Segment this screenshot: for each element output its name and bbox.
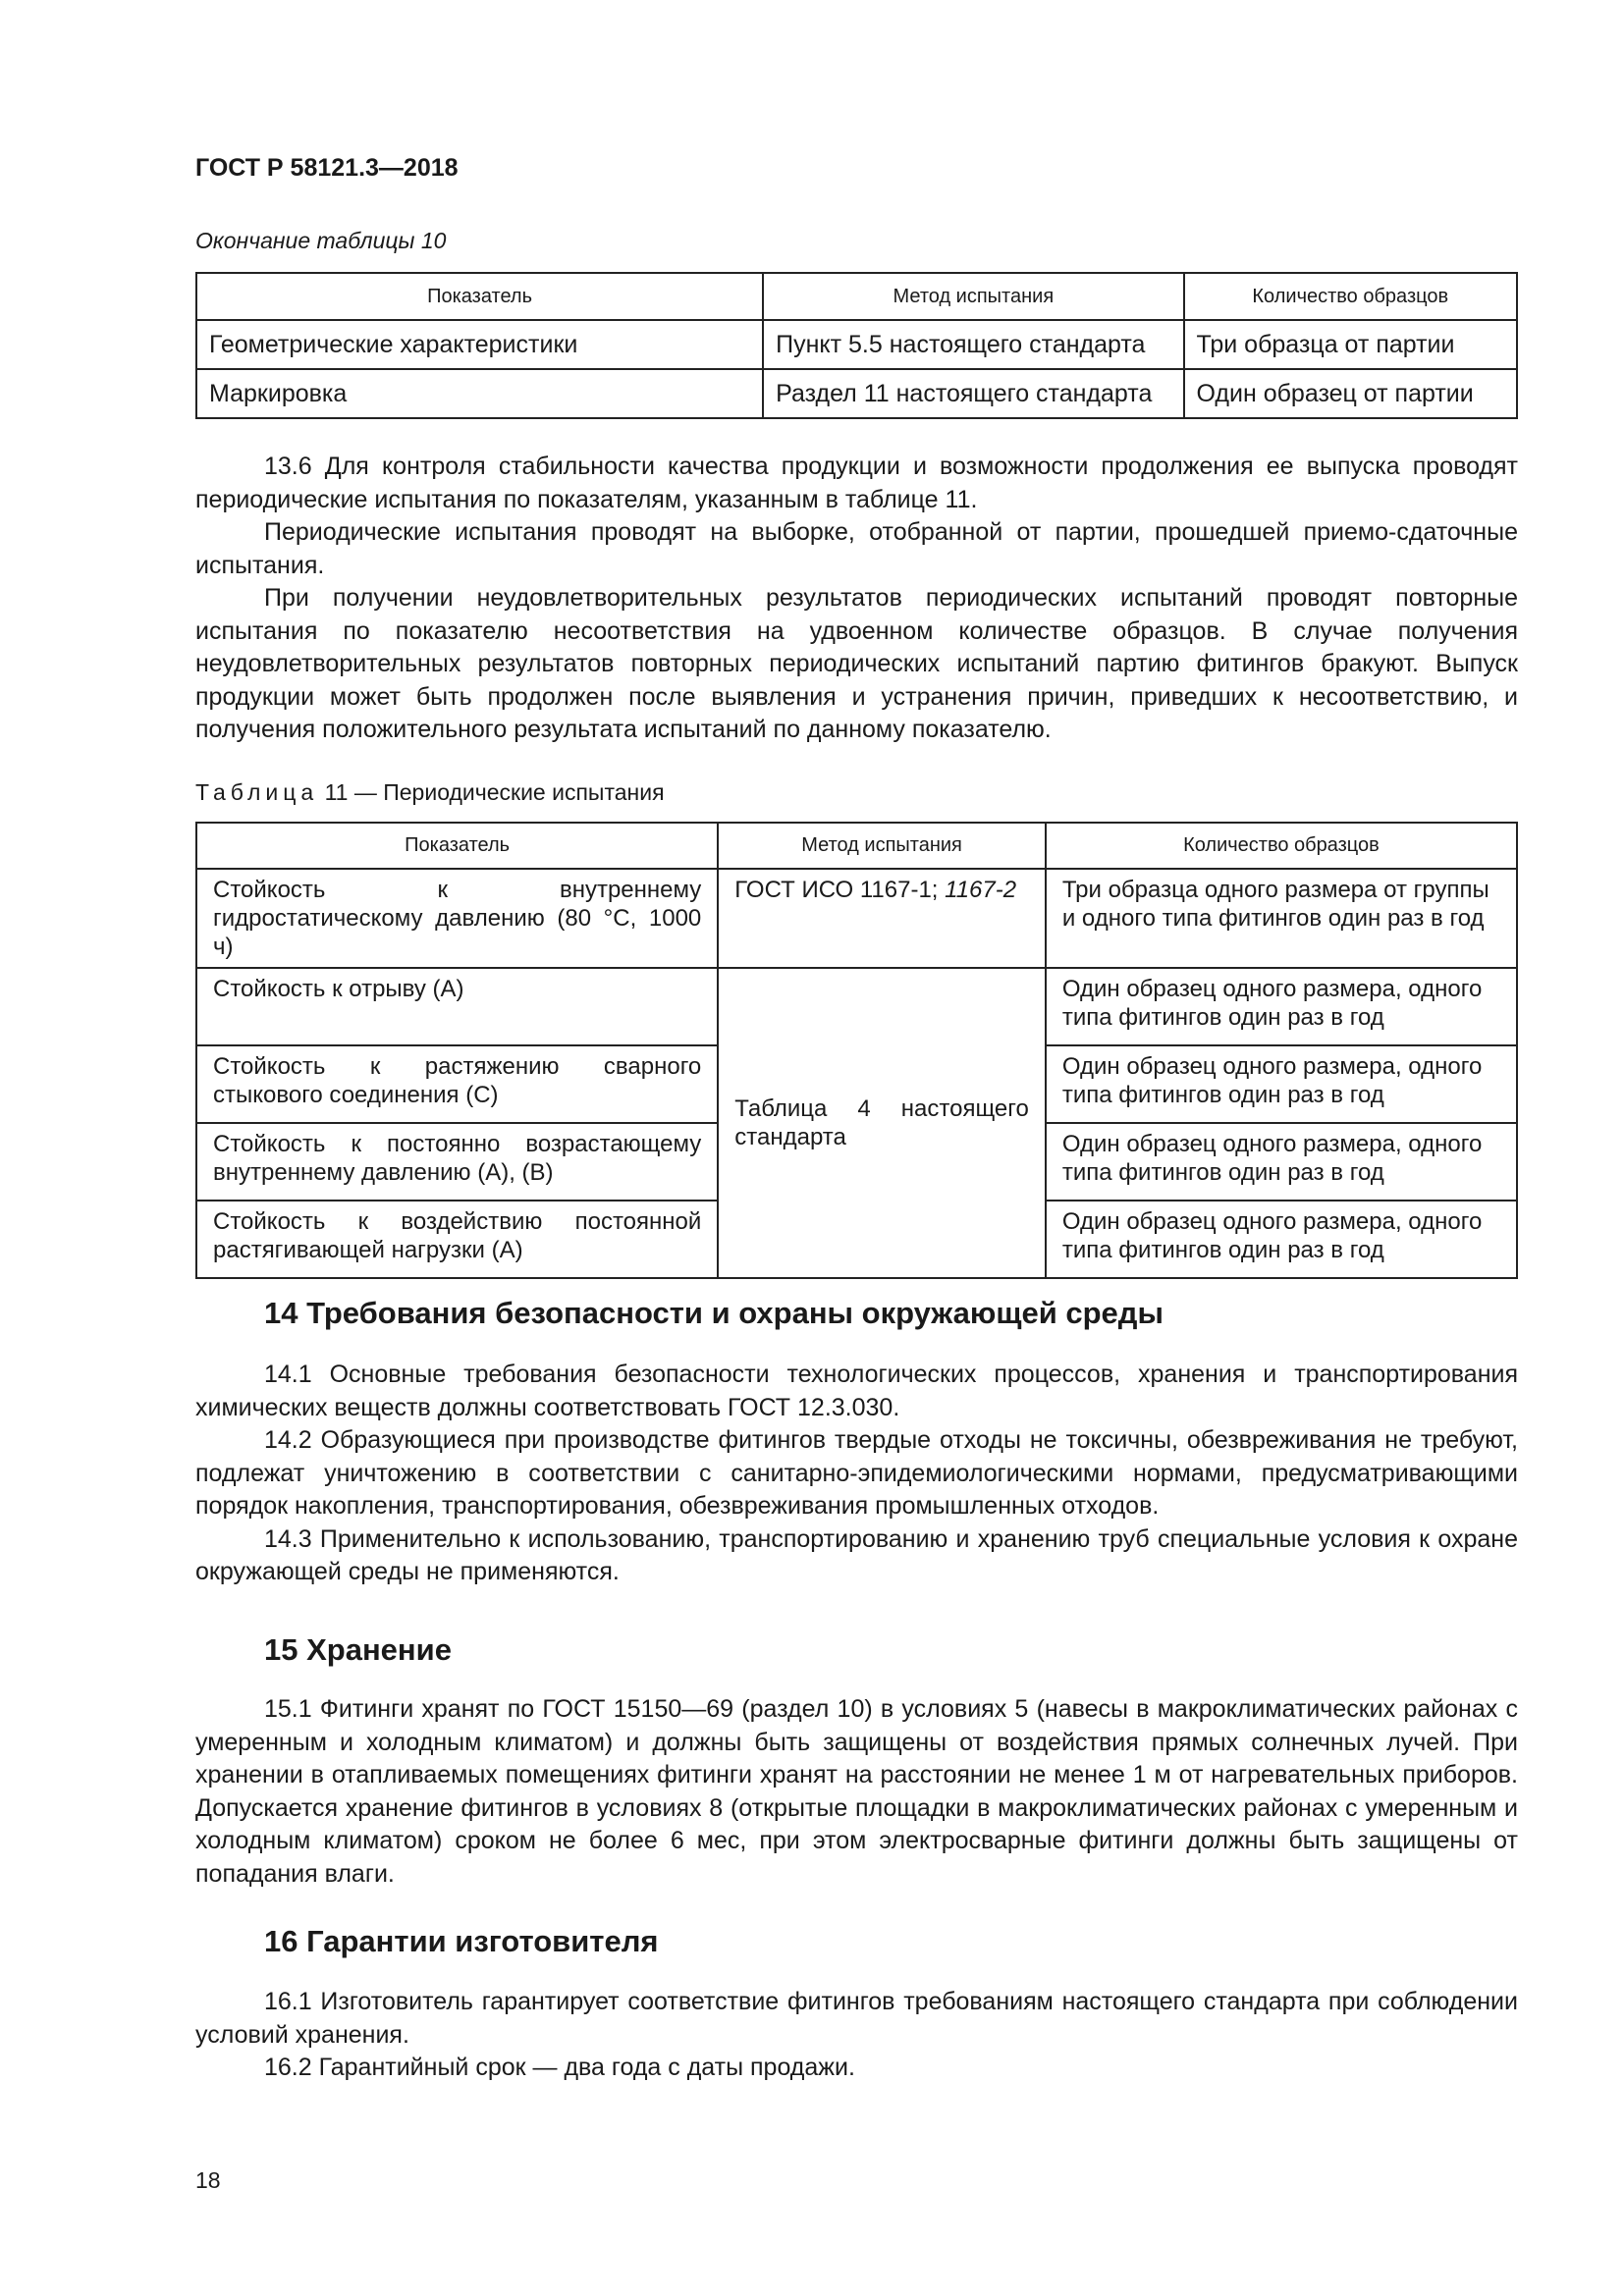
column-header-method: Метод испытания — [763, 273, 1183, 320]
column-header-quantity: Количество образцов — [1184, 273, 1518, 320]
cell-quantity: Три образца от партии — [1184, 320, 1518, 369]
table11-caption-word: Таблица — [195, 779, 319, 805]
cell-method — [718, 869, 1046, 968]
paragraph: 15.1 Фитинги хранят по ГОСТ 15150—69 (раздел 10) в условиях 5 (навесы в макроклиматических районах с умеренным и холодным климатом) и должны быть защищены от воздействия прямых солнечных лучей. При хранении в отапливаемых помещениях фитинги хранят на расстоянии не менее 1 м от нагревательных приборов. Допускается хранение фитингов в условиях 8 (открытые площадки в макроклиматических районах с умеренным и холодным климатом) сроком не более 6 мес, при этом электросварные фитинги должны быть защищены от попадания влаги. — [195, 1695, 1518, 1888]
column-header-indicator: Показатель — [196, 273, 763, 320]
column-header-indicator: Показатель — [196, 823, 718, 869]
table-row — [196, 369, 1517, 418]
cell-quantity: Три образца одного размера от группы и одного типа фитингов один раз в год — [1046, 869, 1517, 968]
cell-quantity: Один образец одного размера, одного типа фитингов один раз в год — [1046, 1045, 1517, 1123]
method-italic-text: 1167-2 — [945, 877, 1017, 903]
paragraph: 16.1 Изготовитель гарантирует соответствие фитингов требованиям настоящего стандарта при соблюдении условий хранения. — [195, 1988, 1518, 2049]
column-header-method: Метод испытания — [718, 823, 1046, 869]
table-10 — [195, 272, 1518, 419]
paragraph: Периодические испытания проводят на выборке, отобранной от партии, прошедшей приемо-сдаточные испытания. — [195, 518, 1518, 579]
paragraph: При получении неудовлетворительных результатов периодических испытаний проводят повторные испытания по показателю несоответствия на удвоенном количестве образцов. В случае получения неудовлетворительных результатов повторных периодических испытаний партию фитингов бракуют. Выпуск продукции может быть продолжен после выявления и устранения причин, приведших к несоответствию, и получения положительного результата испытаний по данному показателю. — [195, 584, 1518, 743]
section-15-text — [195, 1693, 1518, 1891]
section-14-heading: 14 Требования безопасности и охраны окружающей среды — [264, 1296, 1164, 1330]
table-11 — [195, 822, 1518, 1279]
section-16-heading: 16 Гарантии изготовителя — [264, 1924, 659, 1958]
cell-quantity: Один образец одного размера, одного типа фитингов один раз в год — [1046, 1201, 1517, 1278]
cell-quantity: Один образец одного размера, одного типа фитингов один раз в год — [1046, 968, 1517, 1045]
paragraph: 14.2 Образующиеся при производстве фитингов твердые отходы не токсичны, обезвреживания не требуют, подлежат уничтожению в соответствии с санитарно-эпидемиологическими нормами, предусматривающими порядок накопления, транспортирования, обезвреживания промышленных отходов. — [195, 1426, 1518, 1520]
cell-indicator: Стойкость к воздействию постоянной растягивающей нагрузки (А) — [196, 1201, 718, 1278]
column-header-quantity: Количество образцов — [1046, 823, 1517, 869]
cell-indicator: Стойкость к внутреннему гидростатическому давлению (80 °С, 1000 ч) — [196, 869, 718, 968]
paragraph: 14.1 Основные требования безопасности технологических процессов, хранения и транспортирования химических веществ должны соответствовать ГОСТ 12.3.030. — [195, 1361, 1518, 1421]
cell-indicator: Маркировка — [196, 369, 763, 418]
cell-indicator: Стойкость к растяжению сварного стыкового соединения (С) — [196, 1045, 718, 1123]
cell-method-merged: Таблица 4 настоящего стандарта — [718, 968, 1046, 1278]
cell-quantity: Один образец от партии — [1184, 369, 1518, 418]
cell-indicator: Стойкость к постоянно возрастающему внутреннему давлению (А), (В) — [196, 1123, 718, 1201]
section-15-heading: 15 Хранение — [264, 1632, 452, 1667]
table11-caption-title: 11 — Периодические испытания — [324, 779, 665, 805]
table-row — [196, 320, 1517, 369]
cell-method: Пункт 5.5 настоящего стандарта — [763, 320, 1183, 369]
section-16-text — [195, 1986, 1518, 2085]
cell-method: Раздел 11 настоящего стандарта — [763, 369, 1183, 418]
cell-indicator: Геометрические характеристики — [196, 320, 763, 369]
document-header: ГОСТ Р 58121.3—2018 — [195, 154, 459, 182]
table10-caption: Окончание таблицы 10 — [195, 228, 447, 253]
table-row — [196, 869, 1517, 968]
section-13-text — [195, 451, 1518, 747]
section-14-text — [195, 1359, 1518, 1589]
paragraph: 16.2 Гарантийный срок — два года с даты продажи. — [264, 2054, 855, 2081]
cell-quantity: Один образец одного размера, одного типа фитингов один раз в год — [1046, 1123, 1517, 1201]
table11-caption — [195, 779, 665, 806]
cell-indicator: Стойкость к отрыву (А) — [196, 968, 718, 1045]
page-number: 18 — [195, 2167, 221, 2193]
paragraph: 13.6 Для контроля стабильности качества продукции и возможности продолжения ее выпуска проводят периодические испытания по показателям, указанным в таблице 11. — [195, 453, 1518, 513]
table-row — [196, 968, 1517, 1045]
paragraph: 14.3 Применительно к использованию, транспортированию и хранению труб специальные условия к охране окружающей среды не применяются. — [195, 1524, 1518, 1585]
table-header-row — [196, 823, 1517, 869]
table-header-row — [196, 273, 1517, 320]
method-normal-text: ГОСТ ИСО 1167-1; — [734, 877, 946, 903]
